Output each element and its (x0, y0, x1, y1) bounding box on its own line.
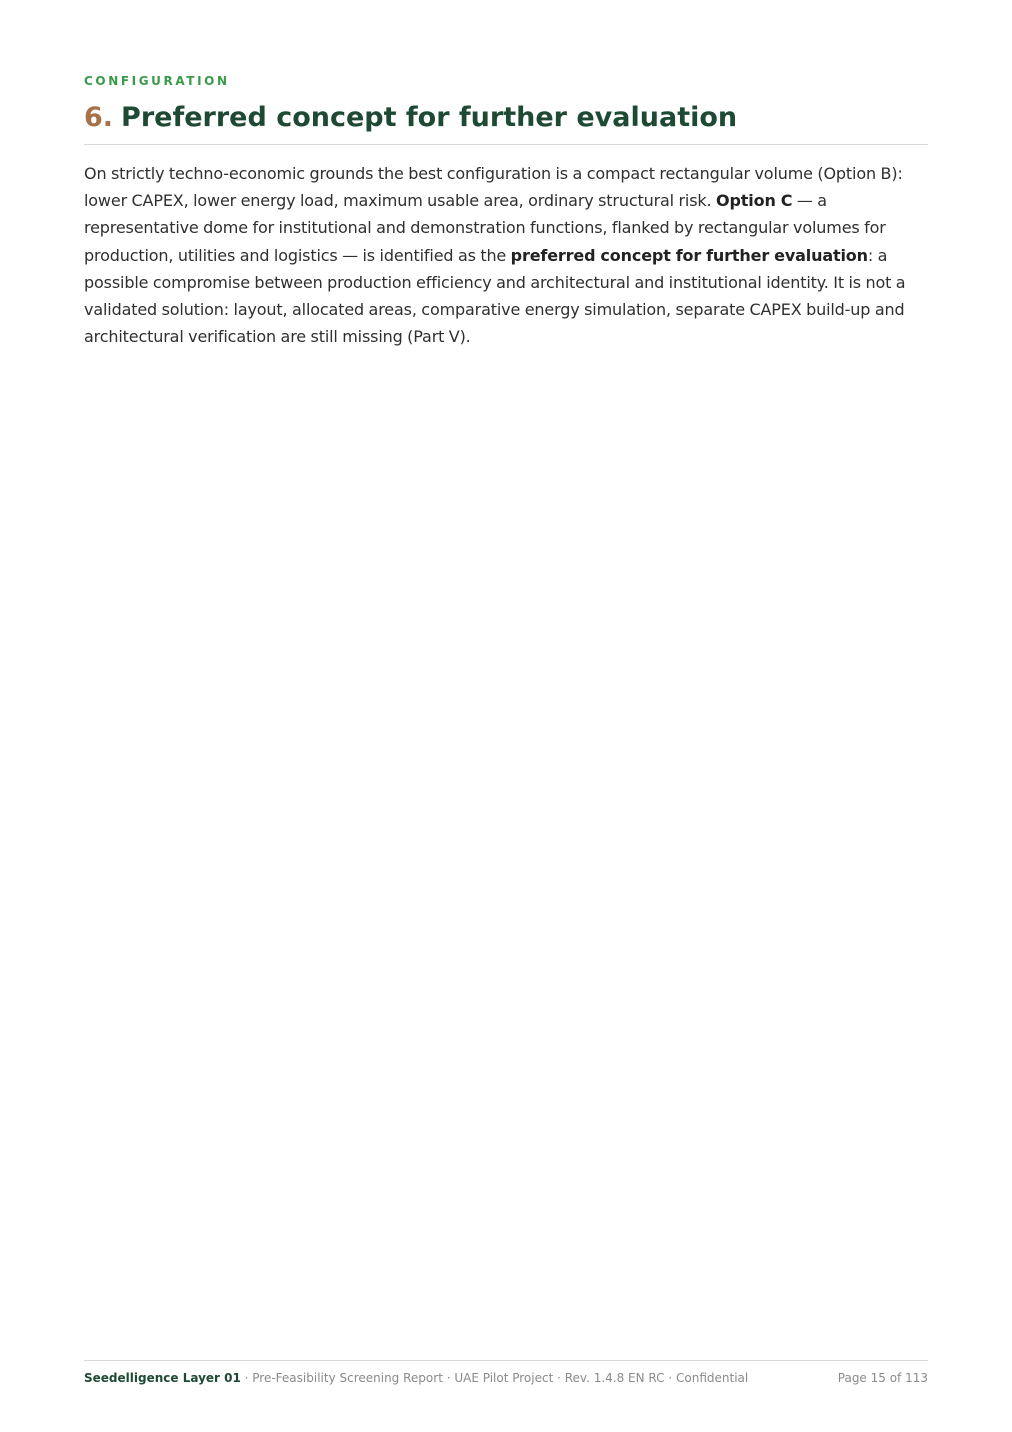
footer-details: · Pre-Feasibility Screening Report · UAE Pilot Project · Rev. 1.4.8 EN RC · Confidential (240, 1371, 749, 1385)
body-bold-option-c: Option C (716, 191, 793, 211)
section-heading (84, 100, 928, 136)
footer-brand: Seedelligence Layer 01 (84, 1371, 241, 1385)
page-footer (84, 1370, 928, 1386)
section-title: Preferred concept for further evaluation (121, 102, 738, 133)
section-number: 6. (84, 102, 114, 133)
body-text-part1: On strictly techno-economic grounds the best configuration is a compact rectangular volume (Option B): lower CAPEX, lower energy load, maximum usable area, ordinary structural risk. (84, 164, 903, 211)
body-text-part2: — a representative dome for institutional and demonstration functions, flanked by rectangular volumes for production, utilities and logistics — is identified as the (84, 191, 886, 265)
page-number: Page 15 of 113 (837, 1371, 928, 1385)
section-kicker: CONFIGURATION (84, 74, 230, 88)
body-paragraph (84, 160, 928, 350)
footer-divider (84, 1360, 928, 1361)
body-bold-preferred-concept: preferred concept for further evaluation (510, 245, 868, 265)
body-text-part3: : a possible compromise between production efficiency and architectural and institutional identity. It is not a validated solution: layout, allocated areas, comparative energy simulation, separate CAPEX build-up and architectural verification are still missing (Part V). (84, 245, 906, 347)
heading-divider (84, 144, 928, 145)
report-page (84, 0, 928, 1432)
